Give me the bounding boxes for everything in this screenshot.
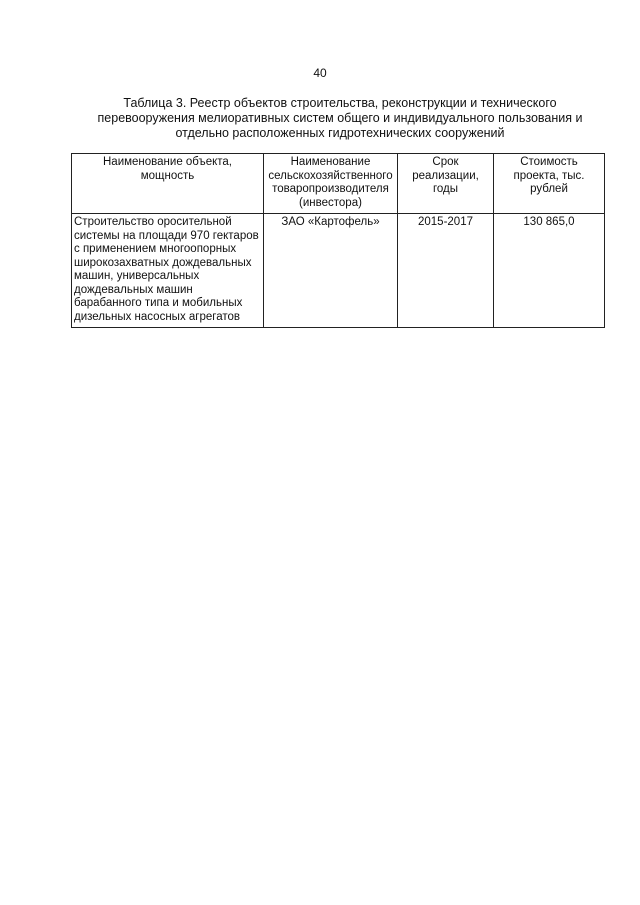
header-cost: Стоимость проекта, тыс. рублей: [494, 154, 605, 214]
cell-investor: ЗАО «Картофель»: [264, 214, 398, 328]
cell-object-name: Строительство оросительной системы на площади 970 гектаров с применением многоопорных широкозахватных дождевальных машин, универсальных дождевальных машин барабанного типа и мобильных дизельных насосных агрегатов: [72, 214, 264, 328]
cell-cost: 130 865,0: [494, 214, 605, 328]
registry-table: [71, 153, 605, 328]
header-investor: Наименование сельскохозяйственного товаропроизводителя (инвестора): [264, 154, 398, 214]
table-row: [72, 214, 605, 328]
caption-line-3: отдельно расположенных гидротехнических сооружений: [175, 126, 505, 140]
table-header-row: [72, 154, 605, 214]
table-caption: [60, 96, 620, 141]
header-period: Срок реализации, годы: [398, 154, 494, 214]
page-number: 40: [313, 66, 327, 80]
caption-line-1: Таблица 3. Реестр объектов строительства, реконструкции и технического: [123, 96, 557, 110]
cell-period: 2015-2017: [398, 214, 494, 328]
caption-line-2: перевооружения мелиоративных систем общего и индивидуального пользования и: [97, 111, 583, 125]
header-object-name: Наименование объекта, мощность: [72, 154, 264, 214]
